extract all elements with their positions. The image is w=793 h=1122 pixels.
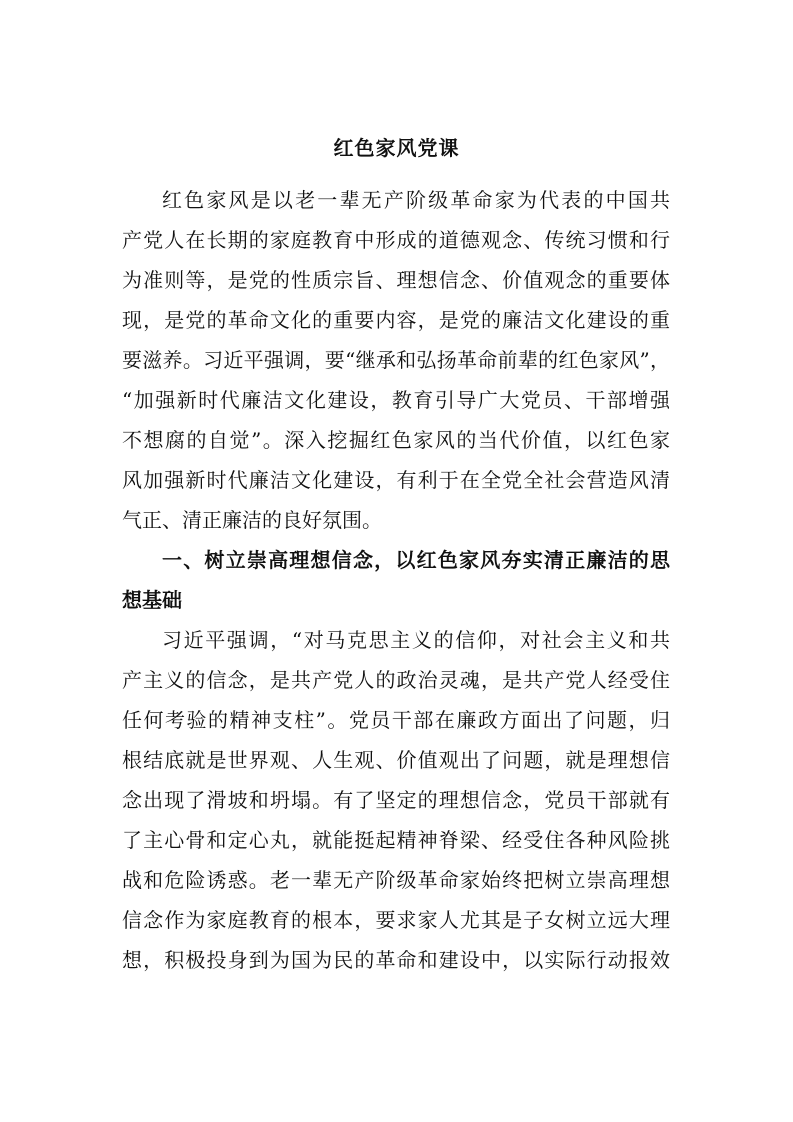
paragraph-line: 信念作为家庭教育的根本，要求家人尤其是子女树立远大理 bbox=[122, 908, 670, 932]
section-heading: 一、树立崇高理想信念，以红色家风夯实清正廉洁的思 bbox=[162, 548, 670, 572]
paragraph-line: 念出现了滑坡和坍塌。有了坚定的理想信念，党员干部就有 bbox=[122, 788, 670, 812]
paragraph-line: 为准则等，是党的性质宗旨、理想信念、价值观念的重要体 bbox=[122, 268, 670, 292]
paragraph-line: 了主心骨和定心丸，就能挺起精神脊梁、经受住各种风险挑 bbox=[122, 828, 670, 852]
paragraph-line: 任何考验的精神支柱”。党员干部在廉政方面出了问题，归 bbox=[122, 708, 670, 732]
paragraph-line: 不想腐的自觉”。深入挖掘红色家风的当代价值，以红色家 bbox=[122, 428, 670, 452]
paragraph-line: 战和危险诱惑。老一辈无产阶级革命家始终把树立崇高理想 bbox=[122, 868, 670, 892]
paragraph-line: 产党人在长期的家庭教育中形成的道德观念、传统习惯和行 bbox=[122, 228, 670, 252]
paragraph-line: 气正、清正廉洁的良好氛围。 bbox=[122, 508, 382, 532]
paragraph-line: 产主义的信念，是共产党人的政治灵魂，是共产党人经受住 bbox=[122, 668, 670, 692]
paragraph-line: 根结底就是世界观、人生观、价值观出了问题，就是理想信 bbox=[122, 748, 670, 772]
paragraph-line: 要滋养。习近平强调，要“继承和弘扬革命前辈的红色家风”， bbox=[122, 348, 670, 372]
paragraph-line: 风加强新时代廉洁文化建设，有利于在全党全社会营造风清 bbox=[122, 468, 670, 492]
section-heading: 想基础 bbox=[122, 588, 182, 612]
paragraph-line: 红色家风是以老一辈无产阶级革命家为代表的中国共 bbox=[162, 188, 670, 212]
page-title: 红色家风党课 bbox=[333, 136, 460, 160]
paragraph-line: “加强新时代廉洁文化建设，教育引导广大党员、干部增强 bbox=[122, 388, 670, 412]
paragraph-line: 现，是党的革命文化的重要内容，是党的廉洁文化建设的重 bbox=[122, 308, 670, 332]
paragraph-line: 习近平强调，“对马克思主义的信仰，对社会主义和共 bbox=[162, 628, 670, 652]
paragraph-line: 想，积极投身到为国为民的革命和建设中，以实际行动报效 bbox=[122, 948, 670, 972]
